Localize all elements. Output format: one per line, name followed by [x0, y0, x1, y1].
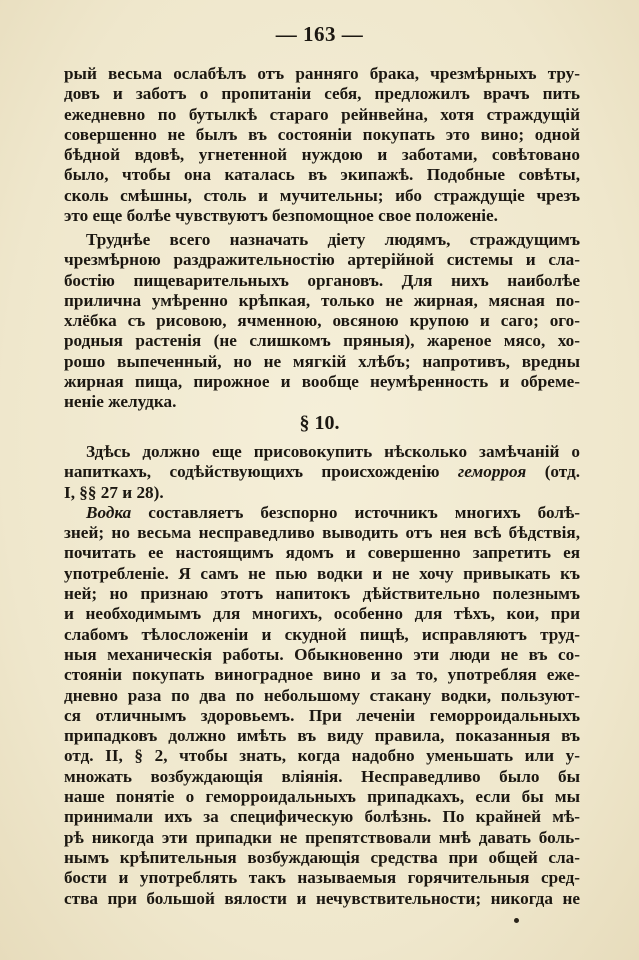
paragraph-drinks: [64, 442, 580, 909]
text-line: ежедневно по бутылкѣ стараго рейнвейна, хотя страждущій: [64, 104, 580, 124]
text-line: [64, 503, 580, 523]
text-line: припадковъ должно имѣть въ виду правила, показанныя въ: [64, 726, 580, 746]
text-line: принимали ихъ за специфическую болѣзнь. По крайней мѣ-: [64, 807, 580, 827]
text-line: [64, 462, 580, 482]
page-number: — 163 —: [275, 22, 364, 46]
text-line: бѣдной вдовѣ, угнетенной нуждою и заботами, совѣтовано: [64, 145, 580, 165]
text-run: (отд.: [526, 462, 580, 482]
text-line: и необходимымъ для многихъ, особенно для тѣхъ, кои, при: [64, 604, 580, 624]
text-line: чрезмѣрною раздражительностію артерійной системы и сла-: [64, 250, 580, 270]
text-line: отд. II, § 2, чтобы знать, когда надобно уменьшать или у-: [64, 746, 580, 766]
text-line: это еще болѣе чувствуютъ безпомощное свое положеніе.: [64, 206, 498, 226]
text-line: стояніи покупать виноградное вино и за то, употребляя еже-: [64, 665, 580, 685]
text-line: дневно раза по два по небольшому стакану водки, пользуют-: [64, 685, 580, 705]
text-line: множать возбуждающія вліянія. Несправедливо было бы: [64, 766, 580, 786]
text-line: ства при большой вялости и нечувствительности; никогда не: [64, 888, 580, 908]
text-line: довъ и заботъ о пропитаніи себя, предложилъ врачъ пить: [64, 84, 580, 104]
text-line: рѣ никогда эти припадки не препятствовали мнѣ давать боль-: [64, 827, 580, 847]
text-line: бости и употреблять такъ называемыя горячительныя сред-: [64, 868, 580, 888]
paragraph-continuation: [64, 64, 580, 226]
text-line: ныя механическія работы. Обыкновенно эти люди не въ со-: [64, 644, 580, 664]
italic-term: геморроя: [457, 462, 527, 482]
section-heading: § 10.: [299, 412, 340, 434]
text-line: было, чтобы она каталась въ экипажѣ. Подобные совѣты,: [64, 165, 580, 185]
paragraph-diet: [64, 230, 580, 413]
text-line: Труднѣе всего назначать діету людямъ, страждущимъ: [86, 230, 580, 249]
text-line: нымъ крѣпительныя возбуждающія средства при общей сла-: [64, 847, 580, 867]
text-line: совершенно не былъ въ состояніи покупать это вино; одной: [64, 124, 580, 144]
text-line: рошо выпеченный, но не мягкій хлѣбъ; напротивъ, вредны: [64, 351, 580, 371]
text-line: прилична умѣренно крѣпкая, только не жирная, мясная по-: [64, 290, 580, 310]
text-line: Здѣсь должно еще присовокупить нѣсколько замѣчаній о: [86, 442, 580, 461]
printer-dot-mark: [514, 918, 519, 923]
text-line: I, §§ 27 и 28).: [64, 482, 164, 502]
text-line: бостію пищеварительныхъ органовъ. Для нихъ наиболѣе: [64, 270, 580, 290]
text-line: рый весьма ослабѣлъ отъ ранняго брака, чрезмѣрныхъ тру-: [64, 64, 580, 83]
text-line: зней; но весьма несправедливо выводить отъ нея всѣ бѣдствія,: [64, 523, 580, 543]
text-line: наше понятіе о геморроидальныхъ припадкахъ, если бы мы: [64, 787, 580, 807]
text-line: употребленіе. Я самъ не пью водки и не хочу привыкать къ: [64, 563, 580, 583]
text-line: неніе желудка.: [64, 392, 177, 412]
text-line: родныя растенія (не слишкомъ пряныя), жареное мясо, хо-: [64, 331, 580, 351]
text-line: ся отличнымъ здоровьемъ. При леченіи геморроидальныхъ: [64, 705, 580, 725]
text-line: хлёбка съ рисовою, ячменною, овсяною крупою и саго; ого-: [64, 311, 580, 331]
text-line: почитать ее настоящимъ ядомъ и совершенно запретить ея: [64, 543, 580, 563]
text-line: жирная пища, пирожное и вообще неумѣренность и обреме-: [64, 372, 580, 392]
text-line: сколь смѣшны, столь и мучительны; ибо страждущіе чрезъ: [64, 185, 580, 205]
text-line: слабомъ тѣлосложеніи и скудной пищѣ, исправляютъ труд-: [64, 624, 580, 644]
text-line: ней; но признаю этотъ напитокъ дѣйствительно полезнымъ: [64, 584, 580, 604]
text-run: составляетъ безспорно источникъ многихъ болѣ-: [131, 502, 580, 522]
italic-term: Водка: [86, 502, 132, 522]
text-run: напиткахъ, содѣйствующихъ происхожденію: [64, 462, 458, 482]
